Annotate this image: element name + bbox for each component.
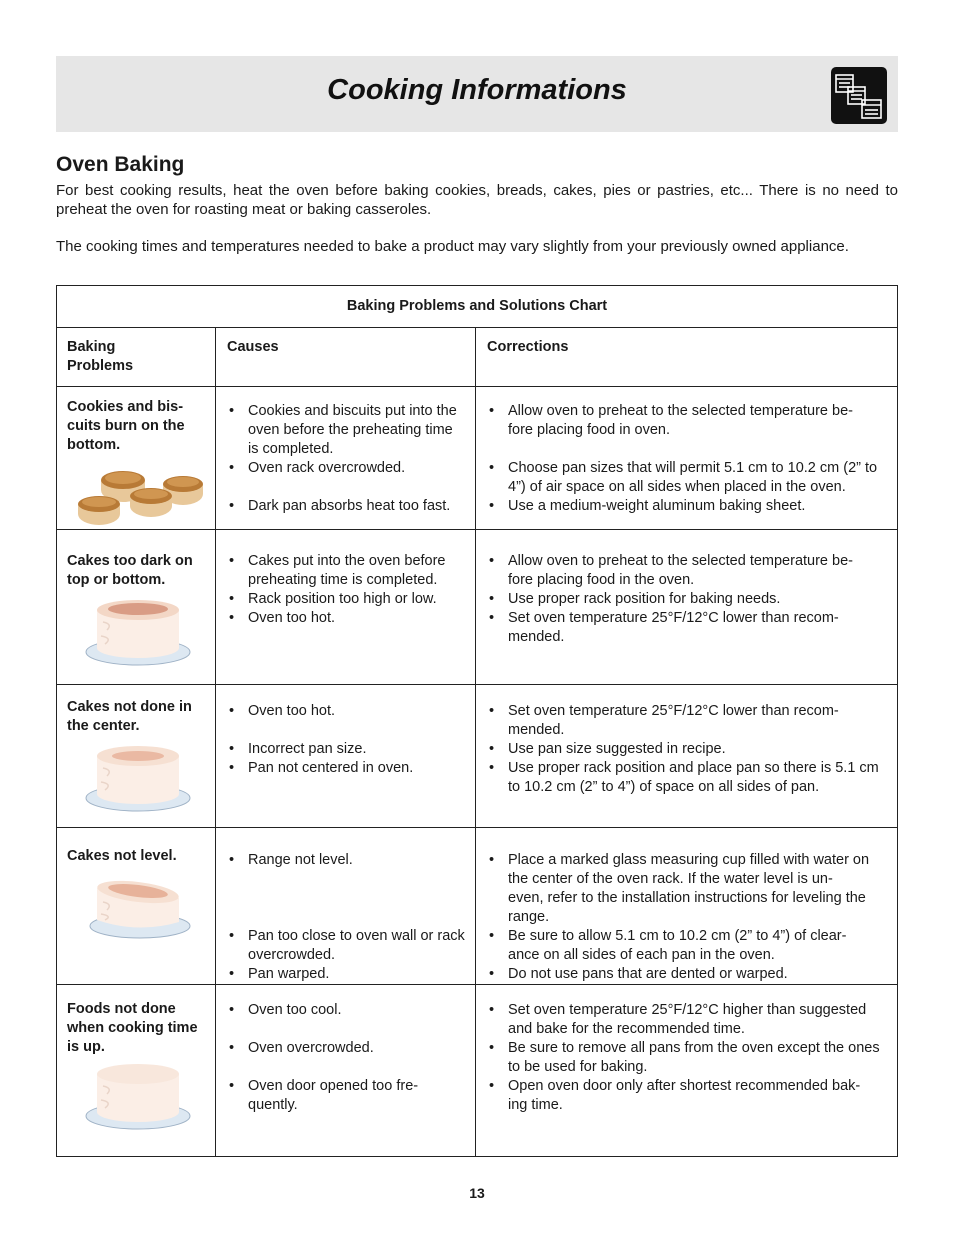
cookies-icon: [75, 458, 203, 528]
section-title: Oven Baking: [56, 153, 185, 176]
bullet-item: • Use pan size suggested in recipe.: [487, 740, 887, 759]
page-title: Cooking Informations: [327, 74, 627, 106]
divider: [57, 684, 897, 685]
bullet-item: • Be sure to allow 5.1 cm to 10.2 cm (2” to 4”) of clear- ance on all sides of each pan in the oven.: [487, 927, 887, 965]
problem-label: Cakes not level.: [67, 848, 177, 864]
spacer: [227, 908, 467, 927]
problem-label: Foods not done when cooking time is up.: [67, 1001, 198, 1055]
bullet-item: • Rack position too high or low.: [227, 590, 467, 609]
spacer: [227, 478, 467, 497]
column-divider: [215, 327, 216, 1156]
spacer: [227, 1020, 467, 1039]
bullet-item: • Dark pan absorbs heat too fast.: [227, 497, 467, 516]
causes-list: [227, 552, 467, 628]
divider: [57, 327, 897, 328]
bullet-item: • Do not use pans that are dented or warped.: [487, 965, 887, 984]
bullet-item: • Oven too hot.: [227, 702, 467, 721]
intro-paragraph: For best cooking results, heat the oven before baking cookies, breads, cakes, pies or pastries, etc... There is no need to preheat the oven for roasting meat or baking casseroles.: [56, 182, 898, 218]
header-problems: Baking Problems: [67, 339, 134, 374]
bullet-item: • Set oven temperature 25°F/12°C lower than recom- mended.: [487, 702, 887, 740]
divider: [57, 827, 897, 828]
spacer: [227, 889, 467, 908]
bullet-item: • Range not level.: [227, 851, 467, 870]
chart-title: Baking Problems and Solutions Chart: [346, 298, 608, 314]
corrections-list: [487, 851, 887, 984]
bullet-item: • Incorrect pan size.: [227, 740, 467, 759]
baking-chart: [56, 285, 898, 1157]
causes-list: [227, 851, 467, 984]
note-paragraph: The cooking times and temperatures needed to bake a product may vary slightly from your previously owned appliance.: [56, 238, 849, 255]
page-number: 13: [469, 1185, 485, 1201]
bullet-item: • Pan not centered in oven.: [227, 759, 467, 778]
cake-icon: [83, 598, 193, 668]
spacer: [227, 870, 467, 889]
bullet-item: • Pan warped.: [227, 965, 467, 984]
spacer: [227, 1058, 467, 1077]
problem-label: Cakes not done in the center.: [67, 699, 192, 734]
header-corrections: Corrections: [487, 339, 569, 355]
document-pages-icon: [831, 67, 887, 124]
causes-list: [227, 1001, 467, 1115]
corrections-list: [487, 552, 887, 647]
problem-label: Cakes too dark on top or bottom.: [67, 553, 193, 588]
column-divider: [475, 327, 476, 1156]
divider: [57, 386, 897, 387]
bullet-item: • Pan too close to oven wall or rack overcrowded.: [227, 927, 467, 965]
bullet-item: • Use proper rack position and place pan so there is 5.1 cm to 10.2 cm (2” to 4”) of space on all sides of pan.: [487, 759, 887, 797]
corrections-list: [487, 702, 887, 797]
causes-list: [227, 402, 467, 516]
bullet-item: • Allow oven to preheat to the selected temperature be- fore placing food in oven.: [487, 402, 887, 440]
cake-icon: [83, 742, 193, 814]
bullet-item: • Be sure to remove all pans from the oven except the ones to be used for baking.: [487, 1039, 887, 1077]
bullet-item: • Allow oven to preheat to the selected temperature be- fore placing food in the oven.: [487, 552, 887, 590]
problem-label: Cookies and bis- cuits burn on the bottom.: [67, 399, 185, 453]
bullet-item: • Open oven door only after shortest recommended bak- ing time.: [487, 1077, 887, 1115]
corrections-list: [487, 402, 887, 516]
header-banner: [56, 56, 898, 132]
bullet-item: • Oven too cool.: [227, 1001, 467, 1020]
bullet-item: • Oven overcrowded.: [227, 1039, 467, 1058]
bullet-item: • Oven rack overcrowded.: [227, 459, 467, 478]
bullet-item: • Use a medium-weight aluminum baking sheet.: [487, 497, 887, 516]
causes-list: [227, 702, 467, 778]
divider: [57, 984, 897, 985]
bullet-item: • Use proper rack position for baking needs.: [487, 590, 887, 609]
tilted-cake-icon: [83, 874, 193, 942]
cake-icon: [83, 1060, 193, 1132]
spacer: [487, 440, 887, 459]
bullet-item: • Cakes put into the oven before preheating time is completed.: [227, 552, 467, 590]
bullet-item: • Place a marked glass measuring cup filled with water on the center of the oven rack. If the water level is un- even, refer to the installation instructions for leveling the range.: [487, 851, 887, 927]
bullet-item: • Oven door opened too fre- quently.: [227, 1077, 467, 1115]
header-causes: Causes: [227, 339, 279, 355]
bullet-item: • Choose pan sizes that will permit 5.1 cm to 10.2 cm (2” to 4”) of air space on all sides when placed in the oven.: [487, 459, 887, 497]
divider: [57, 529, 897, 530]
bullet-item: • Set oven temperature 25°F/12°C lower than recom- mended.: [487, 609, 887, 647]
spacer: [227, 721, 467, 740]
bullet-item: • Oven too hot.: [227, 609, 467, 628]
bullet-item: • Set oven temperature 25°F/12°C higher than suggested and bake for the recommended time.: [487, 1001, 887, 1039]
bullet-item: • Cookies and biscuits put into the oven before the preheating time is completed.: [227, 402, 467, 459]
corrections-list: [487, 1001, 887, 1115]
